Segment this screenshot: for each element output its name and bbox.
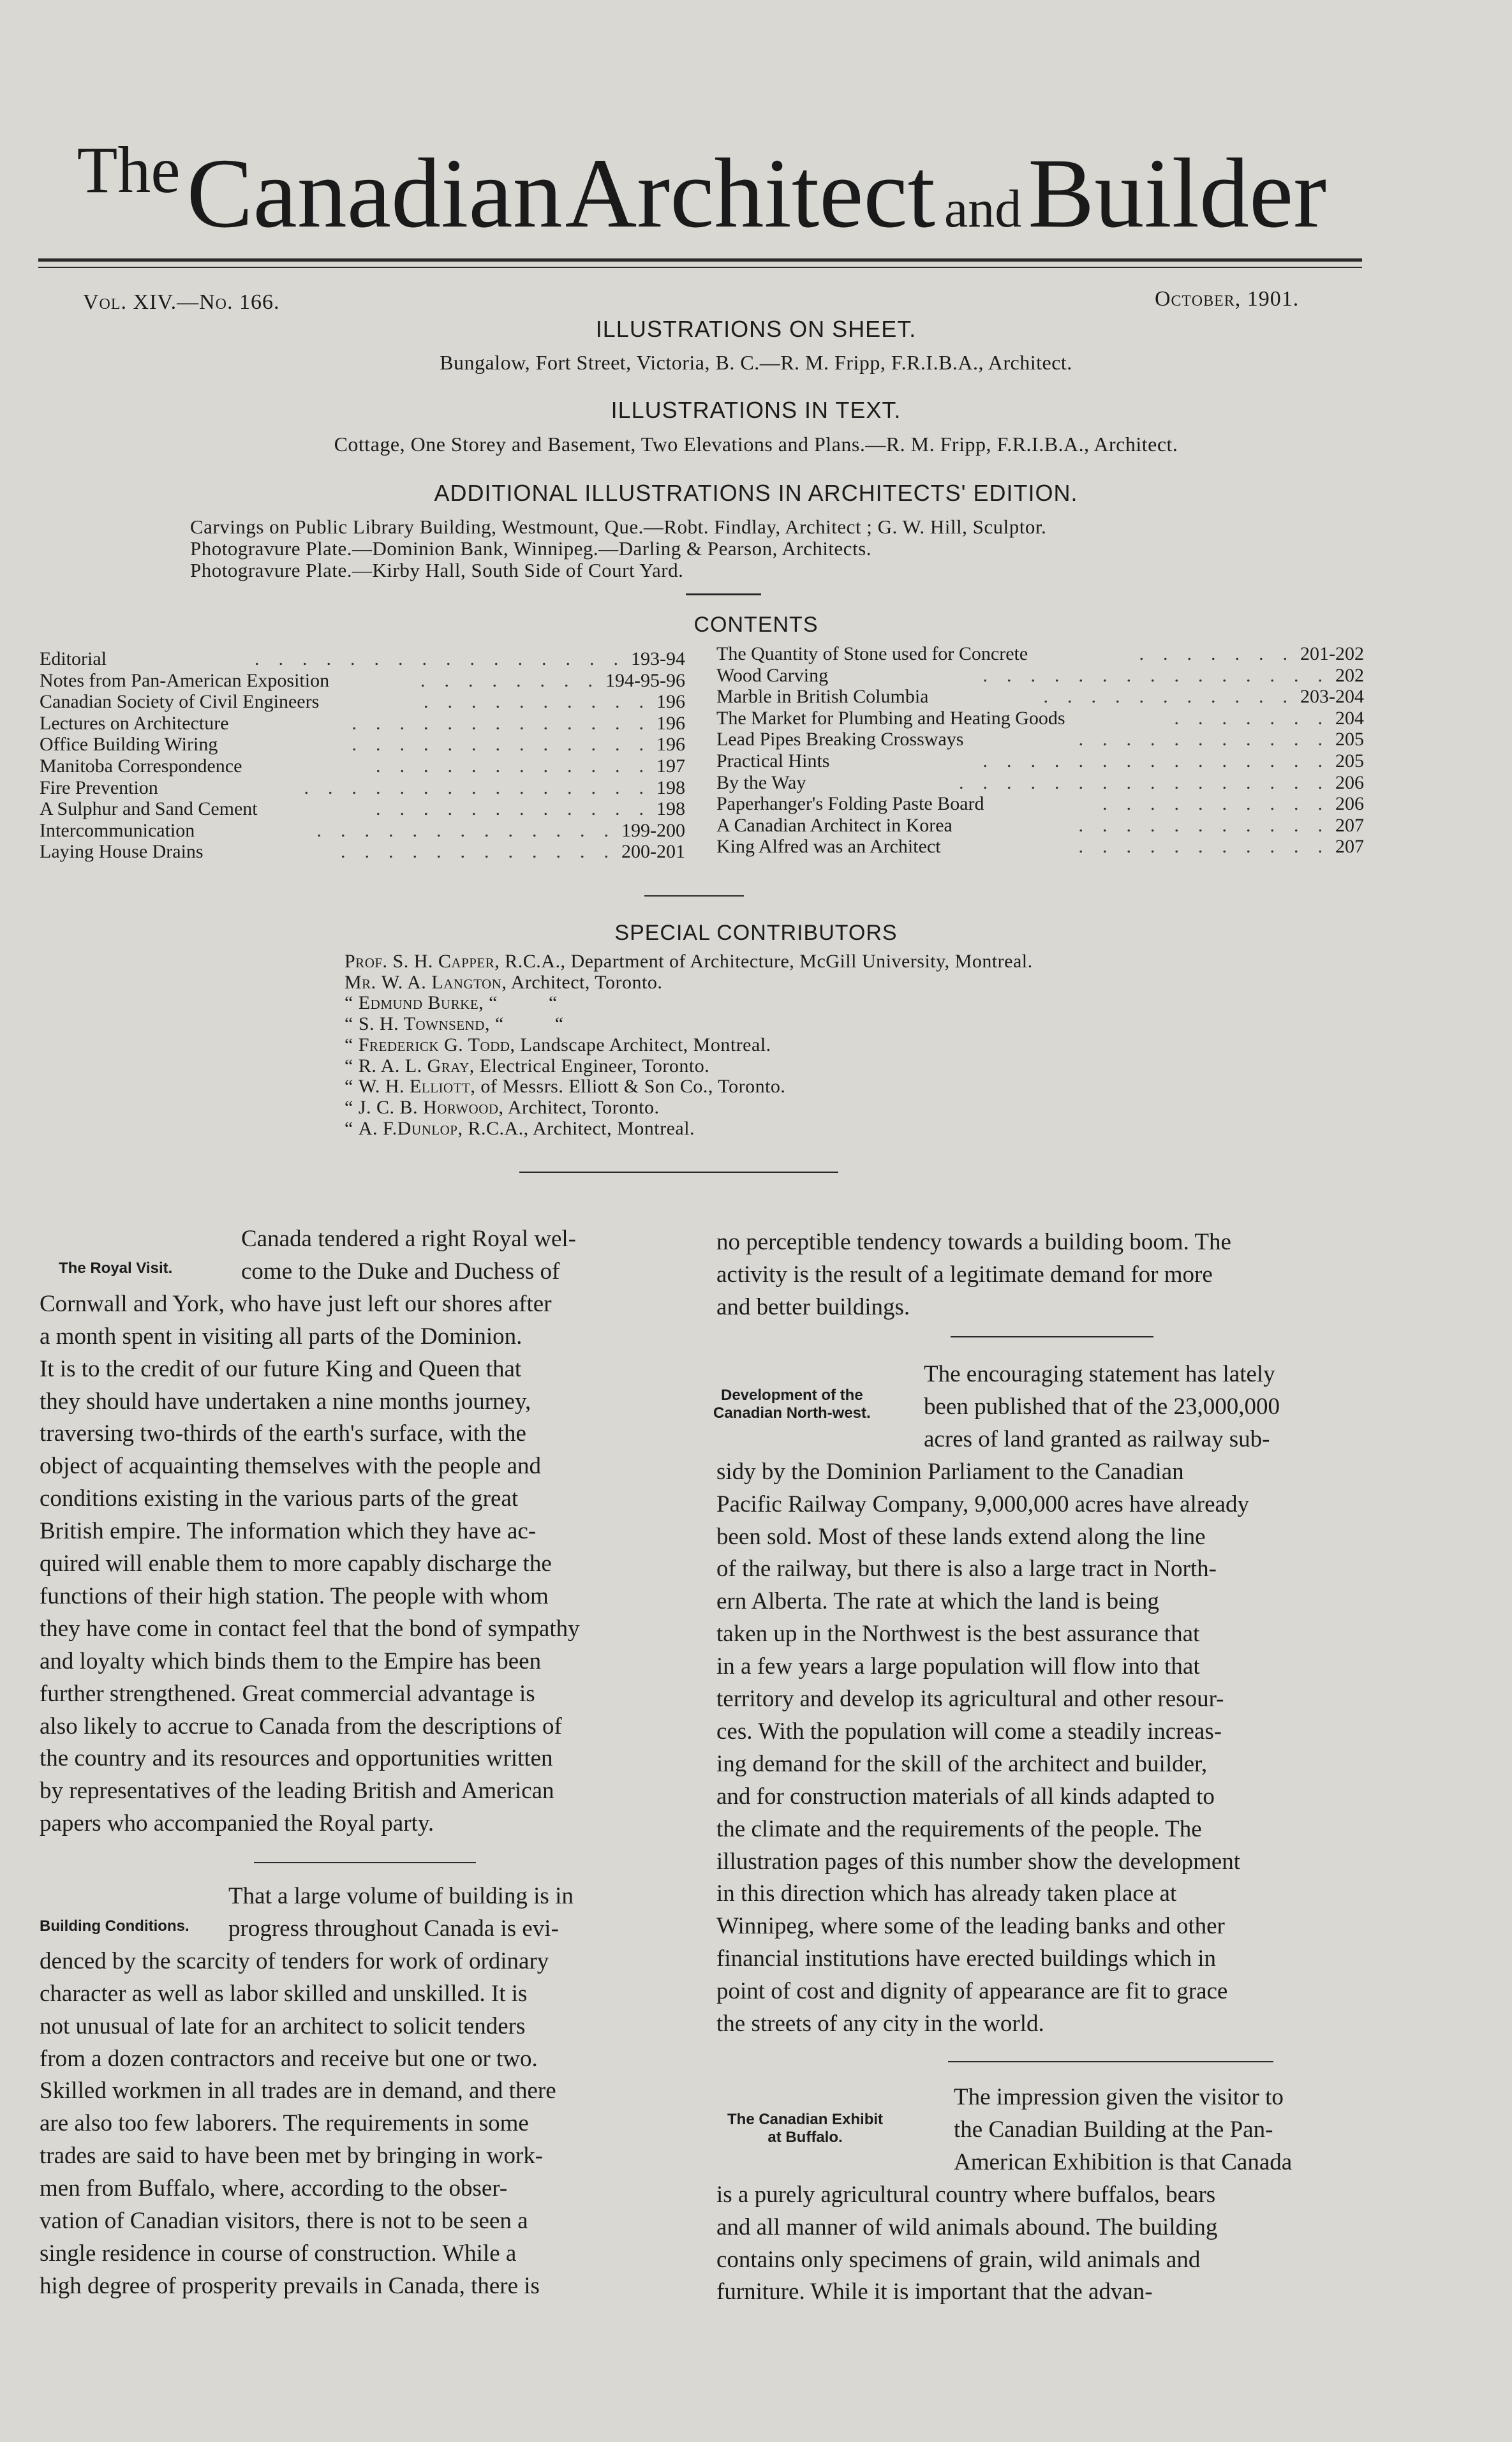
contents-leader-dots: . . . . . . .	[1120, 643, 1287, 664]
text-line: the Canadian Building at the Pan-	[954, 2116, 1273, 2143]
contents-entry-title: Editorial	[40, 648, 107, 669]
text-line: Pacific Railway Company, 9,000,000 acres have already	[716, 1491, 1249, 1517]
contents-entry-page: 202	[1335, 664, 1364, 686]
text-line: in this direction which has already taken place at	[716, 1880, 1177, 1907]
contents-entry	[716, 643, 1364, 665]
contents-entry-page: 196	[656, 691, 685, 713]
contributor-name: W. A. Langton,	[381, 971, 507, 993]
contributor-entry	[345, 972, 662, 994]
north-west-side-heading-line: Development of the	[721, 1387, 863, 1404]
contributor-prefix: “	[345, 1013, 353, 1035]
contents-entry	[716, 729, 1364, 750]
contents-entry-page: 206	[1335, 793, 1364, 815]
contents-leader-dots: . . . . . . . . . . . . . . .	[285, 777, 644, 798]
contents-entry	[40, 691, 685, 713]
contents-entry-page: 196	[656, 734, 685, 756]
contents-entry-page: 196	[656, 712, 685, 734]
text-line: conditions existing in the various parts of the great	[40, 1485, 519, 1512]
illustrations-sheet-heading: ILLUSTRATIONS ON SHEET.	[595, 316, 917, 342]
text-line: sidy by the Dominion Parliament to the Canadian	[716, 1458, 1184, 1485]
contents-entry-title: Practical Hints	[716, 750, 830, 771]
divider	[948, 2061, 1273, 2062]
text-line: they should have undertaken a nine months journey,	[40, 1388, 531, 1415]
text-line: are also too few laborers. The requirements in some	[40, 2110, 529, 2137]
contents-leader-dots: . . . . . . . .	[401, 669, 593, 691]
additional-illustrations-heading: ADDITIONAL ILLUSTRATIONS IN ARCHITECTS' EDITION.	[434, 480, 1078, 506]
contents-entry-title: Canadian Society of Civil Engineers	[40, 691, 320, 713]
contents-leader-dots: . . . . . . . . . . . . . . . .	[940, 771, 1323, 793]
contributor-entry	[345, 1097, 660, 1119]
contents-entry-page: 197	[656, 756, 685, 777]
text-line: Cornwall and York, who have just left our shores after	[40, 1290, 552, 1317]
text-line: Skilled workmen in all trades are in demand, and there	[40, 2078, 556, 2104]
contents-leader-dots: . . . . . . . . . .	[404, 691, 644, 713]
masthead-rule-thin	[38, 267, 1362, 268]
contents-leader-dots: . . . . . . . . . . . . .	[297, 819, 609, 841]
contributor-details: Architect, Toronto.	[510, 971, 663, 993]
north-west-side-heading-line: Canadian North-west.	[713, 1404, 871, 1422]
text-line: by representatives of the leading British and American	[40, 1778, 554, 1805]
contents-entry-title: Notes from Pan-American Exposition	[40, 669, 330, 691]
text-line: denced by the scarcity of tenders for work of ordinary	[40, 1947, 549, 1974]
text-line: been sold. Most of these lands extend along the line	[716, 1523, 1206, 1550]
text-line: The encouraging statement has lately	[924, 1361, 1275, 1387]
contributor-details: “ “	[494, 1013, 564, 1035]
contributors-heading: SPECIAL CONTRIBUTORS	[614, 921, 898, 945]
text-line: traversing two-thirds of the earth's surface, with the	[40, 1420, 526, 1447]
contents-entry-title: Lectures on Architecture	[40, 712, 229, 734]
contents-entry-title: Marble in British Columbia	[716, 686, 929, 708]
contents-entry	[40, 798, 685, 820]
contents-entry	[716, 793, 1364, 815]
text-line: vation of Canadian visitors, there is not to be seen a	[40, 2208, 528, 2234]
contents-entry-page: 199-200	[621, 819, 685, 841]
contributor-prefix: “	[345, 1076, 353, 1098]
contents-entry	[716, 686, 1364, 708]
contents-entry-page: 194-95-96	[605, 669, 685, 691]
text-line: territory and develop its agricultural and other resour-	[716, 1686, 1224, 1712]
text-line: come to the Duke and Duchess of	[241, 1258, 560, 1284]
contents-entry	[716, 836, 1364, 858]
contents-leader-dots: . . . . . . . . . . . . . . .	[963, 750, 1323, 771]
text-line: character as well as labor skilled and unskilled. It is	[40, 1980, 528, 2007]
contents-entry-title: Lead Pipes Breaking Crossways	[716, 729, 964, 750]
contents-leader-dots: . . . . . . . . . . .	[1059, 729, 1323, 750]
contents-entry-title: Fire Prevention	[40, 777, 158, 798]
text-line: they have come in contact feel that the bond of sympathy	[40, 1615, 580, 1642]
contributor-name: Frederick G. Todd,	[358, 1034, 515, 1055]
contributor-entry	[345, 1013, 564, 1035]
contents-entry-page: 193-94	[631, 648, 685, 669]
contents-entry	[716, 772, 1364, 794]
masthead-canadian: Canadian	[186, 138, 563, 248]
contents-entry-page: 207	[1335, 836, 1364, 858]
north-west-side-heading	[713, 1387, 871, 1422]
text-line: the streets of any city in the world.	[716, 2011, 1044, 2037]
contents-entry-title: Wood Carving	[716, 664, 829, 686]
illustrations-text-line: Cottage, One Storey and Basement, Two Elevations and Plans.—R. M. Fripp, F.R.I.B.A., Architect.	[334, 433, 1178, 456]
text-line: not unusual of late for an architect to solicit tenders	[40, 2013, 526, 2039]
text-line: in a few years a large population will flow into that	[716, 1653, 1200, 1680]
additional-line: Carvings on Public Library Building, Westmount, Que.—Robt. Findlay, Architect ; G. W. Hill, Sculptor.	[190, 516, 1047, 538]
text-line: the climate and the requirements of the people. The	[716, 1815, 1202, 1842]
contributor-prefix: Prof.	[345, 951, 388, 972]
text-line: of the railway, but there is also a large tract in North-	[716, 1556, 1217, 1582]
contributor-name: S. H. Capper,	[392, 951, 500, 972]
divider	[254, 1862, 476, 1863]
text-line: acres of land granted as railway sub-	[924, 1426, 1270, 1452]
text-line: ces. With the population will come a steadily increas-	[716, 1718, 1222, 1745]
masthead-rule-thick	[38, 258, 1362, 262]
contents-entry-page: 205	[1335, 750, 1364, 771]
contributor-details: Architect, Toronto.	[507, 1096, 660, 1118]
text-line: also likely to accrue to Canada from the descriptions of	[40, 1713, 562, 1739]
contributor-details: Electrical Engineer, Toronto.	[479, 1055, 710, 1076]
contents-leader-dots: . . . . . . . . . . . .	[357, 798, 644, 820]
text-line: and better buildings.	[716, 1293, 910, 1320]
contents-leader-dots: . . . . . . . . . . .	[1024, 686, 1287, 708]
contents-entry	[40, 734, 685, 756]
text-line: ing demand for the skill of the architect and builder,	[716, 1750, 1208, 1777]
contents-entry-page: 198	[656, 777, 685, 798]
contents-entry-page: 204	[1335, 707, 1364, 729]
text-line: point of cost and dignity of appearance are fit to grace	[716, 1978, 1228, 2005]
contributor-prefix: “	[345, 1055, 353, 1076]
text-line: ern Alberta. The rate at which the land is being	[716, 1588, 1159, 1615]
text-line: and all manner of wild animals abound. The building	[716, 2214, 1218, 2240]
contents-entry-title: Manitoba Correspondence	[40, 756, 242, 777]
contents-entry-page: 207	[1335, 814, 1364, 836]
contributor-prefix: “	[345, 1117, 353, 1139]
contributor-details: Landscape Architect, Montreal.	[520, 1034, 771, 1055]
buffalo-side-heading-line: The Canadian Exhibit	[727, 2111, 884, 2128]
text-line: contains only specimens of grain, wild animals and	[716, 2246, 1201, 2273]
contents-leader-dots: . . . . . . . . . . .	[1059, 836, 1323, 858]
contributor-prefix: “	[345, 1034, 353, 1055]
text-line: American Exhibition is that Canada	[954, 2148, 1293, 2175]
contents-leader-dots: . . . . . . . . . . . . . . . .	[235, 648, 618, 669]
masthead-title	[38, 133, 1365, 248]
contents-leader-dots: . . . . . . . . . . . .	[357, 756, 644, 777]
masthead-the: The	[77, 133, 181, 207]
additional-line: Photogravure Plate.—Dominion Bank, Winnipeg.—Darling & Pearson, Architects.	[190, 537, 871, 560]
contents-entry-title: Intercommunication	[40, 819, 195, 841]
contents-entry-page: 203-204	[1300, 686, 1364, 708]
illustrations-sheet-line: Bungalow, Fort Street, Victoria, B. C.—R. M. Fripp, F.R.I.B.A., Architect.	[440, 351, 1072, 374]
contents-entry-page: 198	[656, 798, 685, 820]
contents-leader-dots: . . . . . . . . . . . . .	[332, 734, 644, 756]
contributor-name: R. A. L. Gray,	[358, 1055, 475, 1076]
text-line: Winnipeg, where some of the leading banks and other	[716, 1913, 1225, 1940]
text-line: furniture. While it is important that the advan-	[716, 2279, 1153, 2305]
divider	[951, 1336, 1153, 1337]
text-line: papers who accompanied the Royal party.	[40, 1810, 434, 1837]
contents-entry-title: Paperhanger's Folding Paste Board	[716, 793, 984, 815]
text-line: single residence in course of construction. While a	[40, 2240, 517, 2267]
contributor-entry	[345, 992, 558, 1014]
additional-line: Photogravure Plate.—Kirby Hall, South Side of Court Yard.	[190, 559, 684, 581]
text-line: illustration pages of this number show the development	[716, 1848, 1241, 1875]
contents-entry	[40, 670, 685, 692]
contents-entry-title: Laying House Drains	[40, 841, 204, 863]
masthead-and: and	[944, 179, 1022, 239]
contents-entry-title: King Alfred was an Architect	[716, 836, 941, 858]
divider	[686, 593, 761, 595]
contributor-entry	[345, 1034, 771, 1056]
contributor-name: W. H. Elliott,	[358, 1076, 476, 1098]
text-line: trades are said to have been met by bringing in work-	[40, 2143, 544, 2170]
text-line: It is to the credit of our future King and Queen that	[40, 1355, 522, 1382]
contents-entry	[40, 648, 685, 670]
contributor-name: J. C. B. Horwood,	[358, 1096, 504, 1118]
text-line: activity is the result of a legitimate demand for more	[716, 1261, 1213, 1288]
divider	[519, 1172, 838, 1173]
contents-entry	[716, 665, 1364, 687]
contents-entry-title: A Sulphur and Sand Cement	[40, 798, 258, 820]
contents-entry	[40, 777, 685, 799]
contents-leader-dots: . . . . . . . . . . . . . . .	[963, 664, 1323, 686]
volume-number: Vol. XIV.—No. 166.	[83, 290, 280, 314]
contents-entry	[716, 815, 1364, 837]
illustrations-text-heading: ILLUSTRATIONS IN TEXT.	[611, 397, 901, 423]
contents-entry	[40, 841, 685, 863]
contributor-details: R.C.A., Architect, Montreal.	[468, 1117, 695, 1139]
contents-entry-title: The Quantity of Stone used for Concrete	[716, 643, 1028, 664]
contributor-name: S. H. Townsend,	[358, 1013, 490, 1035]
text-line: object of acquainting themselves with the people and	[40, 1453, 542, 1480]
contents-entry-title: The Market for Plumbing and Heating Goods	[716, 707, 1065, 729]
contents-entry-title: By the Way	[716, 771, 806, 793]
divider	[644, 895, 744, 897]
contents-entry-page: 206	[1335, 771, 1364, 793]
contributor-entry	[345, 1118, 695, 1140]
contents-leader-dots: . . . . . . . . . . .	[1059, 814, 1323, 836]
contributor-entry	[345, 1076, 785, 1098]
text-line: British empire. The information which they have ac-	[40, 1518, 537, 1545]
contributor-prefix: “	[345, 1096, 353, 1118]
text-line: That a large volume of building is in	[228, 1883, 574, 1909]
contributor-details: “ “	[489, 992, 558, 1014]
text-line: financial institutions have erected buildings which in	[716, 1946, 1216, 1972]
contents-entry	[716, 750, 1364, 772]
text-line: The impression given the visitor to	[954, 2084, 1284, 2110]
text-line: progress throughout Canada is evi-	[228, 1915, 559, 1942]
contributor-prefix: “	[345, 992, 353, 1014]
text-line: no perceptible tendency towards a building boom. The	[716, 1229, 1231, 1255]
text-line: been published that of the 23,000,000	[924, 1393, 1280, 1420]
contributor-prefix: Mr.	[345, 971, 376, 993]
contents-entry-page: 200-201	[621, 841, 685, 863]
contents-entry	[40, 713, 685, 734]
text-line: men from Buffalo, where, according to the obser-	[40, 2175, 508, 2202]
contents-leader-dots: . . . . . . . . . .	[1083, 793, 1323, 815]
contents-leader-dots: . . . . . . . . . . . .	[322, 841, 609, 863]
contributor-entry	[345, 951, 1033, 972]
contributor-details: of Messrs. Elliott & Son Co., Toronto.	[480, 1076, 786, 1098]
contents-entry	[716, 708, 1364, 729]
text-line: high degree of prosperity prevails in Canada, there is	[40, 2272, 540, 2299]
masthead-architect: Architect	[565, 138, 935, 248]
text-line: a month spent in visiting all parts of the Dominion.	[40, 1323, 523, 1350]
contents-entry	[40, 820, 685, 842]
building-conditions-side-heading: Building Conditions.	[40, 1917, 189, 1935]
buffalo-side-heading	[727, 2111, 883, 2147]
text-line: further strengthened. Great commercial advantage is	[40, 1680, 535, 1707]
masthead-builder: Builder	[1028, 138, 1327, 248]
contents-leader-dots: . . . . . . . . . . . . .	[332, 712, 644, 734]
contents-heading: CONTENTS	[693, 613, 819, 637]
text-line: is a purely agricultural country where buffalos, bears	[716, 2181, 1216, 2208]
contents-entry-title: Office Building Wiring	[40, 734, 218, 756]
contents-leader-dots: . . . . . . .	[1155, 707, 1323, 729]
text-line: quired will enable them to more capably discharge the	[40, 1551, 552, 1577]
contents-entry-page: 205	[1335, 729, 1364, 750]
royal-visit-side-heading: The Royal Visit.	[59, 1260, 173, 1277]
text-line: Canada tendered a right Royal wel-	[241, 1226, 576, 1252]
contents-entry	[40, 756, 685, 777]
contents-entry-title: A Canadian Architect in Korea	[716, 814, 952, 836]
text-line: taken up in the Northwest is the best assurance that	[716, 1621, 1200, 1648]
buffalo-side-heading-line: at Buffalo.	[767, 2129, 843, 2146]
issue-date: October, 1901.	[1155, 287, 1300, 311]
text-line: and loyalty which binds them to the Empire has been	[40, 1648, 542, 1674]
text-line: from a dozen contractors and receive but one or two.	[40, 2045, 538, 2072]
contributor-details: R.C.A., Department of Architecture, McGill University, Montreal.	[505, 951, 1033, 972]
contributor-name: A. F.Dunlop,	[358, 1117, 463, 1139]
text-line: the country and its resources and opportunities written	[40, 1745, 553, 1772]
contributor-name: Edmund Burke,	[358, 992, 484, 1014]
text-line: and for construction materials of all kinds adapted to	[716, 1783, 1215, 1810]
contents-entry-page: 201-202	[1300, 643, 1364, 664]
text-line: functions of their high station. The people with whom	[40, 1582, 549, 1609]
contributor-entry	[345, 1055, 709, 1077]
